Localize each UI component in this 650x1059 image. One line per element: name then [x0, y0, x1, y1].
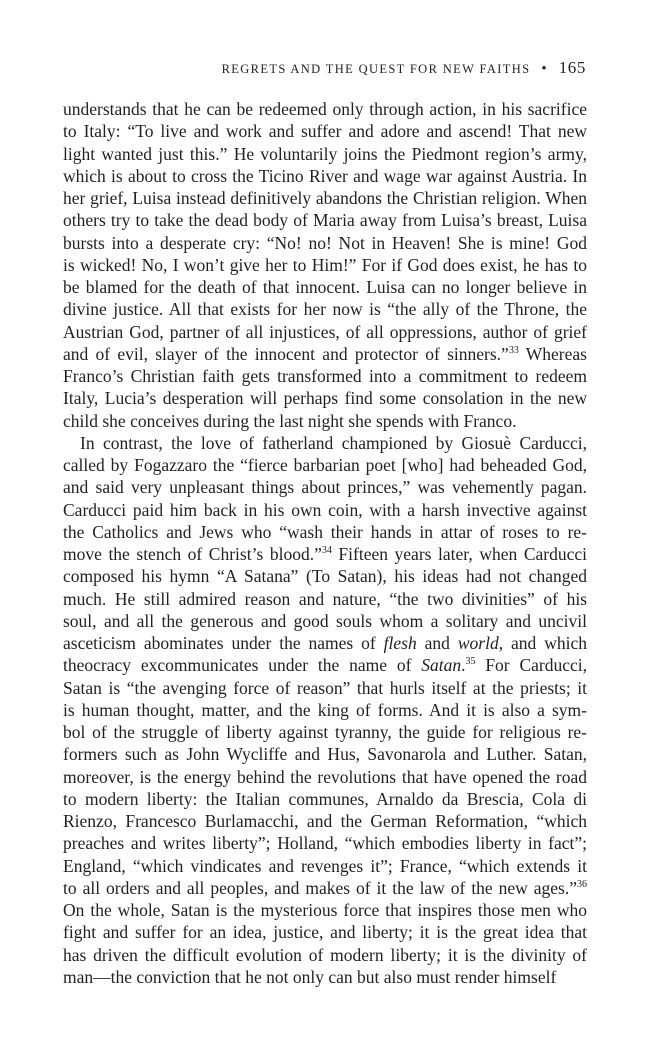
text-line — [63, 788, 587, 810]
text-segment: the Catholics and Jews who “wash their hands in attar of roses to re- — [63, 521, 587, 542]
footnote-marker: 36 — [577, 878, 587, 890]
italic-text: Satan — [421, 655, 462, 676]
text-segment: For Carducci, — [475, 655, 587, 676]
text-segment: man—the conviction that he not only can but also must render himself — [63, 966, 557, 987]
text-line — [63, 321, 587, 343]
text-segment: , and which — [498, 633, 587, 653]
text-segment: which is about to cross the Ticino River and wage war against Austria. In — [63, 165, 587, 186]
text-segment: to all orders and all peoples, and makes of it the law of the new ages.” — [63, 877, 577, 898]
text-line — [63, 699, 587, 721]
text-segment: Fifteen years later, when Carducci — [331, 544, 587, 564]
text-line — [63, 921, 587, 943]
text-line — [63, 944, 587, 966]
text-line — [63, 588, 587, 610]
text-segment: is wicked! No, I won’t give her to Him!” For if God does exist, he has to — [63, 254, 587, 275]
text-segment: Italy, Lucia’s desperation will perhaps find some consolation in the new — [63, 388, 587, 409]
text-line — [63, 966, 587, 988]
text-line — [63, 254, 587, 276]
text-segment: to Italy: “To live and work and suffer and adore and ascend! That new — [63, 121, 587, 142]
text-segment: . — [461, 655, 466, 676]
text-line — [63, 98, 587, 120]
text-line — [63, 654, 587, 676]
text-line — [63, 721, 587, 743]
running-head — [222, 58, 586, 82]
text-segment: child she conceives during the last night she spends with Franco. — [63, 410, 517, 431]
text-segment: fight and suffer for an idea, justice, and liberty; it is the great idea that — [63, 922, 587, 943]
text-line — [63, 899, 587, 921]
text-segment: light wanted just this.” He voluntarily joins the Piedmont region’s army, — [63, 143, 587, 164]
text-line — [63, 766, 587, 788]
text-line — [63, 410, 587, 432]
text-segment: Whereas — [518, 343, 587, 364]
text-segment: and of evil, slayer of the innocent and protector of sinners.” — [63, 343, 509, 364]
text-segment: called by Fogazzaro the “fierce barbarian poet [who] had beheaded God, — [63, 455, 587, 475]
text-segment: Franco’s Christian faith gets transformed into a commitment to redeem — [63, 366, 587, 386]
text-segment: England, “which vindicates and revenges it”; France, “which extends it — [63, 855, 587, 876]
text-line — [63, 187, 587, 209]
text-line — [63, 832, 587, 854]
text-segment: others try to take the dead body of Maria away from Luisa’s breast, Luisa — [63, 210, 587, 231]
text-line — [63, 610, 587, 632]
text-line — [63, 855, 587, 877]
text-line — [63, 499, 587, 521]
text-segment: On the whole, Satan is the mysterious force that inspires those men who — [63, 900, 587, 920]
text-segment: and said very unpleasant things about princes,” was vehemently pagan. — [63, 477, 587, 498]
text-line — [63, 365, 587, 387]
text-line — [63, 565, 587, 587]
italic-text: flesh — [383, 633, 417, 653]
text-segment: is human thought, matter, and the king of forms. And it is also a sym- — [63, 699, 587, 720]
text-segment: has driven the difficult evolution of modern liberty; it is the divinity of — [63, 944, 587, 965]
text-line — [63, 677, 587, 699]
text-line — [63, 743, 587, 765]
text-segment: asceticism abominates under the names of — [63, 633, 384, 653]
text-segment: much. He still admired reason and nature, “the two divinities” of his — [63, 588, 587, 609]
text-segment: be blamed for the death of that innocent. Luisa can no longer believe in — [63, 277, 587, 297]
running-head-bullet: • — [541, 61, 547, 77]
text-line — [63, 276, 587, 298]
text-line — [63, 387, 587, 409]
body-text — [63, 98, 587, 988]
text-line — [63, 232, 587, 254]
text-line — [63, 143, 587, 165]
paragraph — [63, 98, 587, 432]
text-segment: divine justice. All that exists for her now is “the ally of the Throne, the — [63, 299, 587, 320]
text-segment: understands that he can be redeemed only through action, in his sacrifice — [63, 99, 587, 119]
text-line — [63, 432, 587, 454]
text-segment: composed his hymn “A Satana” (To Satan), his ideas had not changed — [63, 566, 587, 587]
text-line — [63, 877, 587, 899]
page-number: 165 — [558, 58, 586, 77]
text-segment: formers such as John Wycliffe and Hus, Savonarola and Luther. Satan, — [63, 744, 587, 765]
text-segment: to modern liberty: the Italian communes, Arnaldo da Brescia, Cola di — [63, 788, 587, 809]
running-title: REGRETS AND THE QUEST FOR NEW FAITHS — [221, 62, 531, 76]
text-segment: move the stench of Christ’s blood.” — [63, 544, 322, 564]
footnote-marker: 34 — [321, 545, 332, 556]
text-segment: preaches and writes liberty”; Holland, “which embodies liberty in fact”; — [63, 833, 587, 854]
italic-text: world — [457, 633, 499, 653]
text-line — [63, 521, 587, 543]
text-line — [63, 165, 587, 187]
text-line — [63, 632, 587, 654]
text-line — [63, 209, 587, 231]
text-segment: her grief, Luisa instead definitively abandons the Christian religion. When — [63, 188, 587, 208]
text-line — [63, 298, 587, 320]
footnote-marker: 33 — [508, 344, 519, 356]
text-line — [63, 343, 587, 365]
footnote-marker: 35 — [465, 656, 476, 668]
text-segment: Carducci paid him back in his own coin, with a harsh invective against — [63, 499, 587, 520]
text-line — [63, 810, 587, 832]
text-line — [63, 454, 587, 476]
text-segment: bol of the struggle of liberty against tyranny, the guide for religious re- — [63, 722, 587, 742]
text-segment: bursts into a desperate cry: “No! no! Not in Heaven! She is mine! God — [63, 232, 587, 253]
text-segment: In contrast, the love of fatherland championed by Giosuè Carducci, — [80, 432, 587, 453]
text-segment: Rienzo, Francesco Burlamacchi, and the German Reformation, “which — [63, 811, 587, 831]
text-segment: Satan is “the avenging force of reason” that hurls itself at the priests; it — [63, 677, 587, 698]
text-segment: and — [416, 633, 458, 653]
text-segment: theocracy excommunicates under the name of — [63, 655, 422, 676]
text-line — [63, 120, 587, 142]
text-segment: soul, and all the generous and good souls whom a solitary and uncivil — [63, 610, 587, 631]
text-line — [63, 543, 587, 565]
paragraph — [63, 432, 587, 988]
text-segment: moreover, is the energy behind the revolutions that have opened the road — [63, 766, 587, 787]
text-segment: Austrian God, partner of all injustices, of all oppressions, author of grief — [63, 321, 587, 342]
text-line — [63, 476, 587, 498]
